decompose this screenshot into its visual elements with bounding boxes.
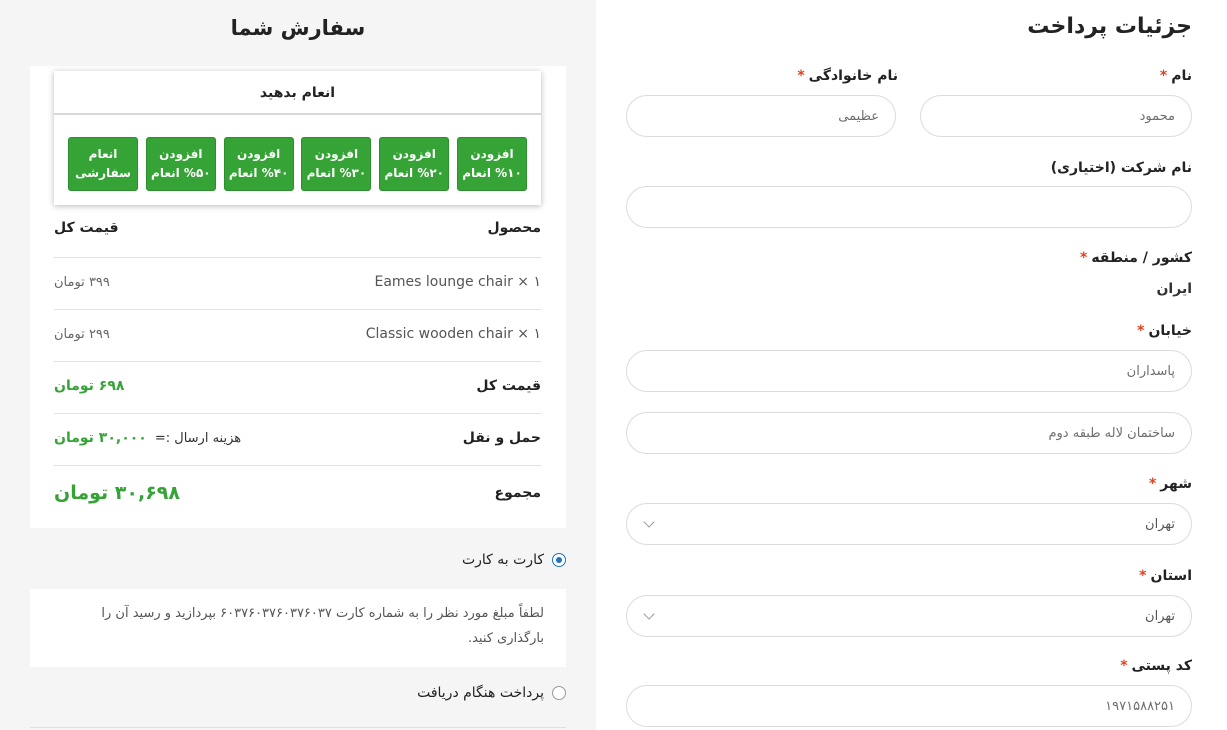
divider (54, 465, 541, 466)
shipping-value: ۳۰,۰۰۰ تومان (54, 430, 147, 446)
product-price: ۳۹۹ تومان (54, 274, 110, 290)
first-name-input[interactable] (920, 95, 1192, 137)
tip-50-button[interactable]: افزودن %۵۰ انعام (146, 137, 216, 191)
radio-icon[interactable] (552, 686, 566, 700)
country-label-text: کشور / منطقه (1091, 250, 1192, 266)
product-name (366, 326, 541, 342)
product-name-text: Classic wooden chair (365, 326, 513, 342)
city-select[interactable] (626, 503, 1192, 545)
product-qty: × ۱ (517, 274, 541, 290)
company-label: نام شرکت (اختیاری) (1050, 160, 1192, 176)
product-price: ۲۹۹ تومان (54, 326, 110, 342)
city-label-text: شهر (1160, 476, 1192, 492)
shipping-text: هزینه ارسال := (154, 430, 242, 446)
street-label (1137, 323, 1192, 339)
required-mark: * (1137, 323, 1145, 339)
subtotal-value: ۶۹۸ تومان (54, 378, 125, 394)
order-table-header (54, 220, 541, 236)
product-name-text: Eames lounge chair (374, 274, 513, 290)
required-mark: * (1079, 250, 1088, 266)
radio-icon[interactable] (552, 553, 566, 567)
company-input[interactable] (626, 186, 1192, 228)
state-label (1139, 568, 1192, 584)
street-label-text: خیابان (1148, 323, 1192, 339)
postcode-input[interactable] (626, 685, 1192, 727)
shipping-cost (54, 430, 241, 446)
divider (54, 309, 541, 310)
payment-option-cod[interactable] (417, 685, 566, 701)
required-mark: * (797, 68, 805, 84)
tip-title: انعام بدهید (54, 71, 541, 115)
country-value: ایران (1156, 281, 1192, 297)
first-name-label-text: نام (1171, 68, 1192, 84)
column-product-header: محصول (487, 220, 541, 236)
tip-custom-button[interactable]: انعام سفارشی (68, 137, 138, 191)
tip-40-button[interactable]: افزودن %۴۰ انعام (224, 137, 294, 191)
state-select[interactable] (626, 595, 1192, 637)
country-label (1080, 250, 1192, 266)
subtotal-label: قیمت کل (476, 378, 541, 394)
table-row (54, 274, 541, 290)
street-input[interactable] (626, 350, 1192, 392)
state-select-value: تهران (1145, 608, 1175, 624)
subtotal-row (54, 378, 541, 394)
postcode-label-text: کد پستی (1131, 658, 1192, 674)
tip-box (54, 71, 541, 205)
product-name (374, 274, 541, 290)
chevron-down-icon (643, 608, 654, 619)
required-mark: * (1139, 568, 1147, 584)
divider (54, 257, 541, 258)
column-total-header: قیمت کل (54, 220, 119, 236)
tip-20-button[interactable]: افزودن %۲۰ انعام (379, 137, 449, 191)
required-mark: * (1120, 658, 1128, 674)
required-mark: * (1148, 476, 1157, 492)
state-label-text: استان (1150, 568, 1192, 584)
last-name-input[interactable] (626, 95, 896, 137)
payment-description: لطفاً مبلغ مورد نظر را به شماره کارت ۶۰۳۷۶۰۳۷۶۰۳۷۶۰۳۷ بپردازید و رسید آن را بارگذاری کنید. (30, 589, 566, 667)
billing-title: جزئیات پرداخت (1027, 14, 1192, 39)
last-name-label (797, 68, 898, 84)
payment-option-label: پرداخت هنگام دریافت (417, 685, 544, 701)
divider (54, 361, 541, 362)
payment-option-card-to-card[interactable] (462, 552, 566, 568)
divider (30, 727, 566, 728)
order-title: سفارش شما (230, 16, 366, 40)
shipping-row (54, 430, 541, 446)
product-qty: × ۱ (517, 326, 541, 342)
first-name-label (1160, 68, 1192, 84)
city-select-value: تهران (1145, 516, 1175, 532)
postcode-label (1120, 658, 1192, 674)
order-summary-card (30, 66, 566, 528)
divider (54, 413, 541, 414)
street-line2-input[interactable] (626, 412, 1192, 454)
last-name-label-text: نام خانوادگی (808, 68, 898, 84)
total-label: مجموع (494, 485, 541, 501)
tip-buttons (68, 137, 527, 191)
table-row (54, 326, 541, 342)
total-value: ۳۰,۶۹۸ تومان (54, 482, 180, 504)
order-review-section (0, 0, 596, 730)
city-label (1149, 476, 1192, 492)
chevron-down-icon (643, 516, 654, 527)
tip-10-button[interactable]: افزودن %۱۰ انعام (457, 137, 527, 191)
payment-option-label: کارت به کارت (461, 552, 544, 568)
required-mark: * (1159, 68, 1168, 84)
shipping-label: حمل و نقل (462, 430, 541, 446)
total-row (54, 482, 541, 504)
tip-30-button[interactable]: افزودن %۳۰ انعام (301, 137, 371, 191)
billing-details-section (596, 0, 1227, 730)
